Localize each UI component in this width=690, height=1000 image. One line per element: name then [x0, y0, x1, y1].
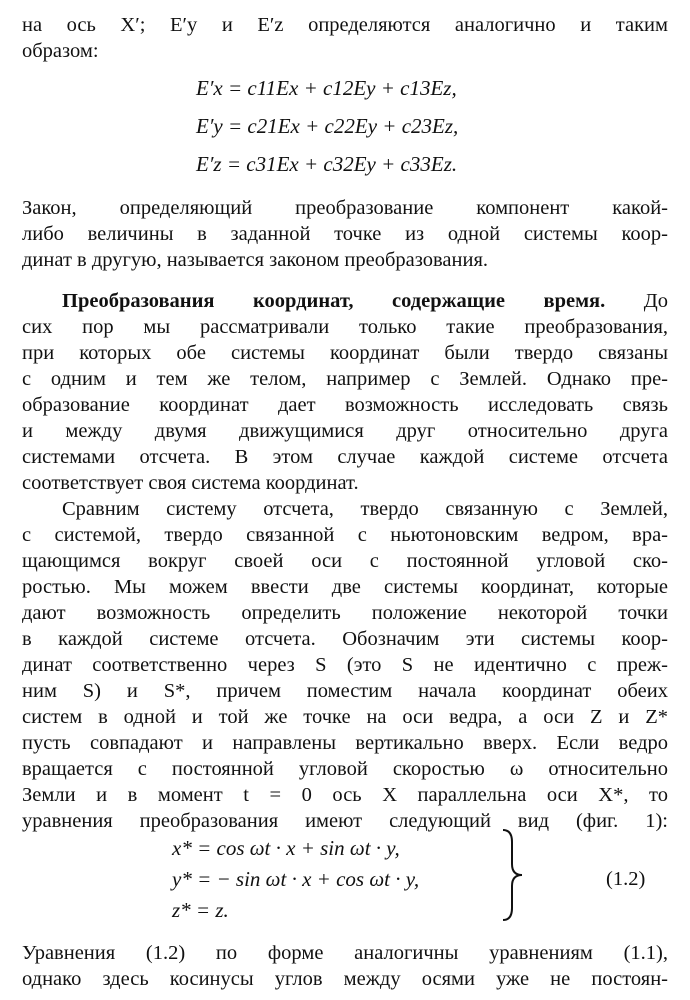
para2-line-13: уравнения преобразования имеют следующий вид (фиг. 1):: [22, 810, 668, 832]
section-line-3: при которых обе системы координат были твердо связаны: [22, 342, 668, 364]
section-line-8: соответствует своя система координат.: [22, 472, 359, 494]
para2-line-2: с системой, твердо связанной с ньютоновским ведром, вра-: [22, 524, 668, 546]
para2-line-8: ним S) и S*, причем поместим начала координат обеих: [22, 680, 668, 702]
para2-line-9: систем в одной и той же точке на оси ведра, а оси Z и Z*: [22, 706, 668, 728]
equation-e-y: E′y = c21Ex + c22Ey + c23Ez,: [196, 114, 459, 138]
section-line-2: сих пор мы рассматривали только такие преобразования,: [22, 316, 668, 338]
equation-e-z: E′z = c31Ex + c32Ey + c33Ez.: [196, 152, 458, 176]
section-line-5: образование координат дает возможность исследовать связь: [22, 394, 668, 416]
equation-z-star: z* = z.: [172, 898, 229, 922]
section-line-6: и между двумя движущимися друг относительно друга: [22, 420, 668, 442]
law-line-3: динат в другую, называется законом преобразования.: [22, 249, 488, 271]
equation-e-x: E′x = c11Ex + c12Ey + c13Ez,: [196, 76, 457, 100]
equation-number: (1.2): [606, 868, 646, 890]
equation-y-star: y* = − sin ωt · x + cos ωt · y,: [172, 867, 420, 891]
para2-line-11: вращается с постоянной угловой скоростью ω относительно: [22, 758, 668, 780]
law-line-1: Закон, определяющий преобразование компонент какой-: [22, 197, 668, 219]
section-heading: Преобразования координат, содержащие время.: [62, 290, 606, 312]
para2-line-3: щающимся вокруг своей оси с постоянной угловой ско-: [22, 550, 668, 572]
section-line-4: с одним и тем же телом, например с Землей. Однако пре-: [22, 368, 668, 390]
para2-line-6: в каждой системе отсчета. Обозначим эти системы коор-: [22, 628, 668, 650]
para2-line-7: динат соответственно через S (это S не идентично с преж-: [22, 654, 668, 676]
para2-line-5: дают возможность определить положение некоторой точки: [22, 602, 668, 624]
para2-line-12: Земли и в момент t = 0 ось X параллельна оси X*, то: [22, 784, 668, 806]
closing-line-1: Уравнения (1.2) по форме аналогичны уравнениям (1.1),: [22, 942, 668, 964]
law-line-2: либо величины в заданной точке из одной системы коор-: [22, 223, 668, 245]
intro-line-1: на ось X′; E′y и E′z определяются аналогично и таким: [22, 14, 668, 36]
section-line-1: [62, 288, 668, 314]
para2-line-4: ростью. Мы можем ввести две системы координат, которые: [22, 576, 668, 598]
closing-line-2: однако здесь косинусы углов между осями уже не постоян-: [22, 968, 668, 990]
section-line-1-tail: До: [643, 290, 668, 312]
intro-line-2: образом:: [22, 40, 99, 62]
para2-line-1: Сравним систему отсчета, твердо связанную с Землей,: [62, 498, 668, 520]
para2-line-10: пусть совпадают и направлены вертикально вверх. Если ведро: [22, 732, 668, 754]
equation-x-star: x* = cos ωt · x + sin ωt · y,: [172, 836, 400, 860]
section-line-7: системами отсчета. В этом случае каждой системе отсчета: [22, 446, 668, 468]
right-brace-icon: [500, 828, 526, 922]
